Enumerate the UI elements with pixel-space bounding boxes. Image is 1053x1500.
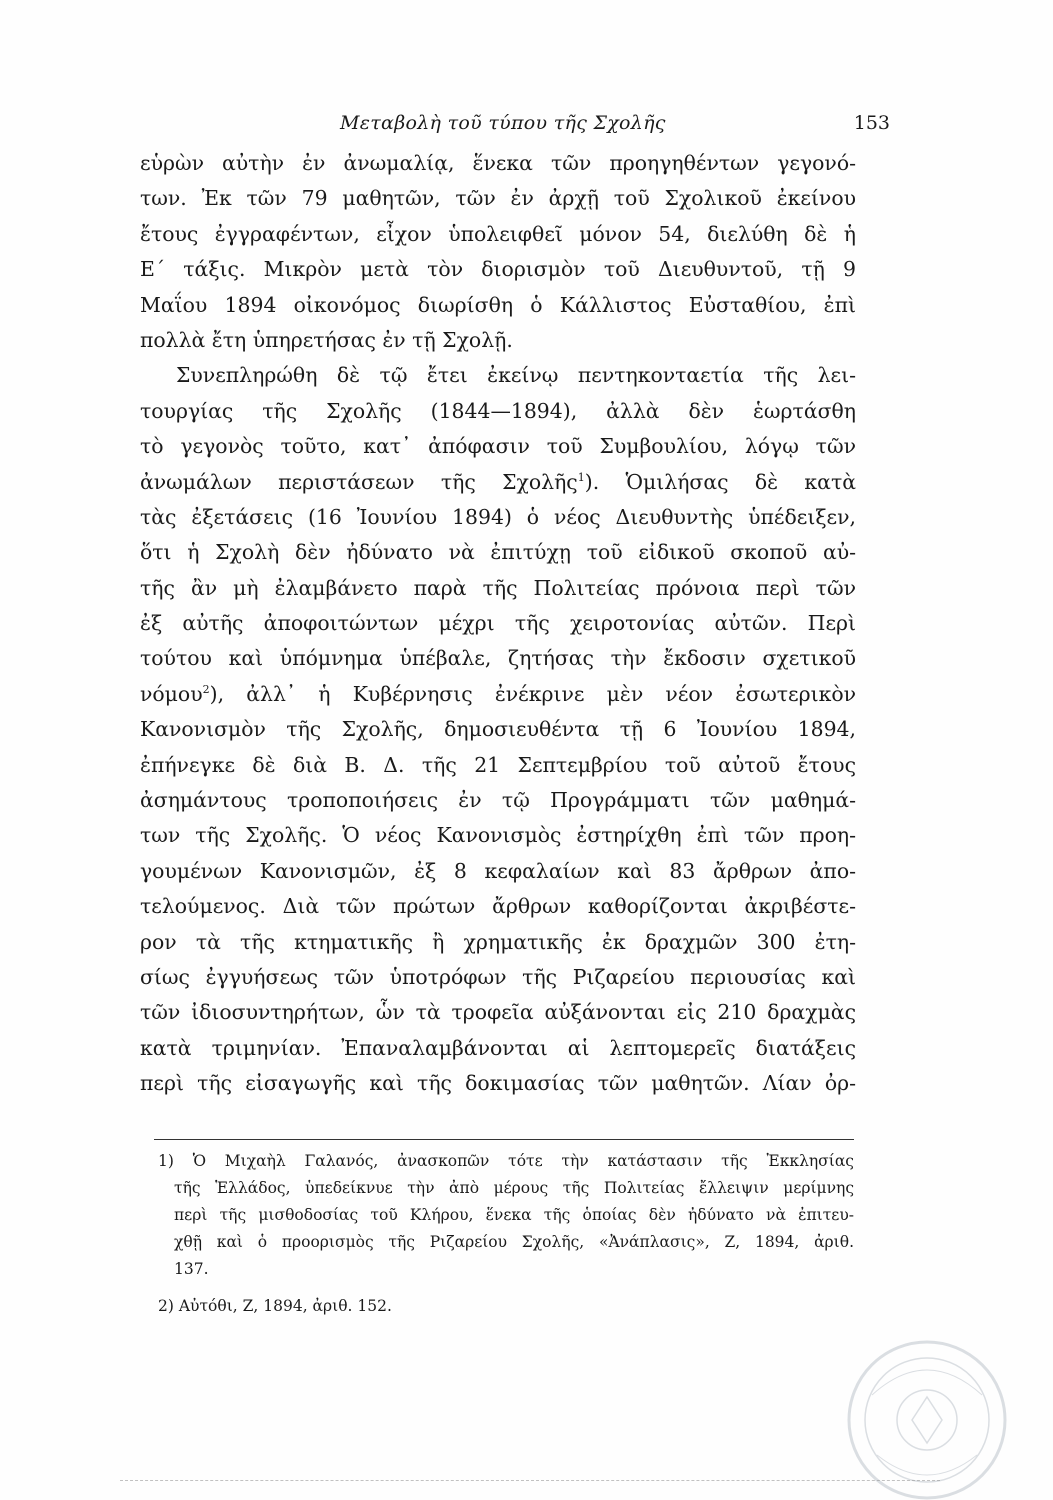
text-line: ἔτους ἐγγραφέντων, εἶχον ὑπολειφθεῖ μόνον 54, διελύθη δὲ ἡ: [140, 221, 856, 246]
footnote-marker-2: 2: [202, 683, 210, 697]
text-line: εὑρὼν αὐτὴν ἐν ἀνωμαλίᾳ, ἕνεκα τῶν προηγηθέντων γεγονό-: [140, 151, 856, 175]
footnote-1-line: χθῇ καὶ ὁ προορισμὸς τῆς Ριζαρείου Σχολῆς, «Ἀνάπλασις», Ζ, 1894, ἀριθ.: [174, 1233, 854, 1251]
text-line: ἐξ αὐτῆς ἀποφοιτώντων μέχρι τῆς χειροτονίας αὐτῶν. Περὶ: [140, 611, 856, 636]
running-title: Μεταβολὴ τοῦ τύπου τῆς Σχολῆς: [340, 112, 666, 134]
text-line: των. Ἐκ τῶν 79 μαθητῶν, τῶν ἐν ἀρχῇ τοῦ Σχολικοῦ ἐκείνου: [140, 186, 856, 211]
text-line: Συνεπληρώθη δὲ τῷ ἔτει ἐκείνῳ πεντηκονταετία τῆς λει-: [176, 363, 856, 388]
footnote-1-line: 1) Ὁ Μιχαὴλ Γαλανός, ἀνασκοπῶν τότε τὴν κατάστασιν τῆς Ἐκκλησίας: [158, 1152, 854, 1170]
footnote-1-line: περὶ τῆς μισθοδοσίας τοῦ Κλήρου, ἕνεκα τῆς ὁποίας δὲν ἠδύνατο νὰ ἐπιτευ-: [174, 1206, 854, 1224]
text-segment: ). Ὁμιλήσας δὲ κατὰ: [584, 469, 856, 494]
footnote-divider: [154, 1139, 854, 1140]
footnote-1-line: 137.: [174, 1260, 209, 1278]
text-line: των τῆς Σχολῆς. Ὁ νέος Κανονισμὸς ἐστηρίχθη ἐπὶ τῶν προη-: [140, 823, 856, 848]
text-line: Ε΄ τάξις. Μικρὸν μετὰ τὸν διορισμὸν τοῦ Διευθυντοῦ, τῇ 9: [140, 257, 856, 282]
text-line: τὸ γεγονὸς τοῦτο, κατ᾽ ἀπόφασιν τοῦ Συμβουλίου, λόγῳ τῶν: [140, 434, 856, 459]
text-line: ἐπήνεγκε δὲ διὰ Β. Δ. τῆς 21 Σεπτεμβρίου τοῦ αὐτοῦ ἔτους: [140, 752, 856, 777]
text-line: ὅτι ἡ Σχολὴ δὲν ἠδύνατο νὰ ἐπιτύχῃ τοῦ εἰδικοῦ σκοποῦ αὐ-: [140, 540, 856, 565]
text-segment: ), ἀλλ᾽ ἡ Κυβέρνησις ἐνέκρινε μὲν νέον ἐσωτερικὸν: [209, 681, 856, 706]
footnote-2: 2) Αὐτόθι, Ζ, 1894, ἀριθ. 152.: [158, 1297, 392, 1315]
text-segment: ἀνωμάλων περιστάσεων τῆς Σχολῆς: [140, 469, 578, 494]
text-line: τούτου καὶ ὑπόμνημα ὑπέβαλε, ζητήσας τὴν ἔκδοσιν σχετικοῦ: [140, 646, 856, 671]
body-text: [140, 146, 856, 1102]
page-number: 153: [853, 112, 890, 134]
text-line: [140, 677, 856, 712]
text-line: τουργίας τῆς Σχολῆς (1844—1894), ἀλλὰ δὲν ἑωρτάσθη: [140, 398, 856, 423]
footnote-marker-1: 1: [577, 470, 585, 484]
text-line: τῆς ἂν μὴ ἐλαμβάνετο παρὰ τῆς Πολιτείας πρόνοια περὶ τῶν: [140, 575, 856, 600]
text-line: περὶ τῆς εἰσαγωγῆς καὶ τῆς δοκιμασίας τῶν μαθητῶν. Λίαν ὀρ-: [140, 1071, 856, 1096]
text-line: τὰς ἐξετάσεις (16 Ἰουνίου 1894) ὁ νέος Διευθυντὴς ὑπέδειξεν,: [140, 504, 856, 529]
text-line: Μαΐου 1894 οἰκονόμος διωρίσθη ὁ Κάλλιστος Εὐσταθίου, ἐπὶ: [140, 292, 856, 317]
text-line: σίως ἐγγυήσεως τῶν ὑποτρόφων τῆς Ριζαρείου περιουσίας καὶ: [140, 964, 856, 989]
text-line: Κανονισμὸν τῆς Σχολῆς, δημοσιευθέντα τῇ 6 Ἰουνίου 1894,: [140, 717, 856, 742]
text-line: τῶν ἰδιοσυντηρήτων, ὧν τὰ τροφεῖα αὐξάνονται εἰς 210 δραχμὰς: [140, 1000, 856, 1025]
footnotes: [158, 1148, 854, 1320]
text-line: τελούμενος. Διὰ τῶν πρώτων ἄρθρων καθορίζονται ἀκριβέστε-: [140, 894, 856, 919]
text-line: πολλὰ ἔτη ὑπηρετήσας ἐν τῇ Σχολῇ.: [140, 327, 513, 352]
scan-edge-artifact: [120, 1480, 940, 1481]
text-line: γουμένων Κανονισμῶν, ἐξ 8 κεφαλαίων καὶ 83 ἄρθρων ἀπο-: [140, 858, 856, 883]
text-line: ἀσημάντους τροποποιήσεις ἐν τῷ Προγράμματι τῶν μαθημά-: [140, 788, 856, 813]
library-stamp-icon: [842, 1335, 1012, 1500]
text-line: κατὰ τριμηνίαν. Ἐπαναλαμβάνονται αἱ λεπτομερεῖς διατάξεις: [140, 1035, 856, 1060]
running-head: [140, 112, 890, 140]
footnote-1-line: τῆς Ἑλλάδος, ὑπεδείκνυε τὴν ἀπὸ μέρους τῆς Πολιτείας ἔλλειψιν μερίμνης: [174, 1179, 854, 1197]
text-line: [140, 465, 856, 500]
text-segment: νόμου: [140, 681, 203, 706]
text-line: ρον τὰ τῆς κτηματικῆς ἢ χρηματικῆς ἐκ δραχμῶν 300 ἐτη-: [140, 929, 856, 954]
